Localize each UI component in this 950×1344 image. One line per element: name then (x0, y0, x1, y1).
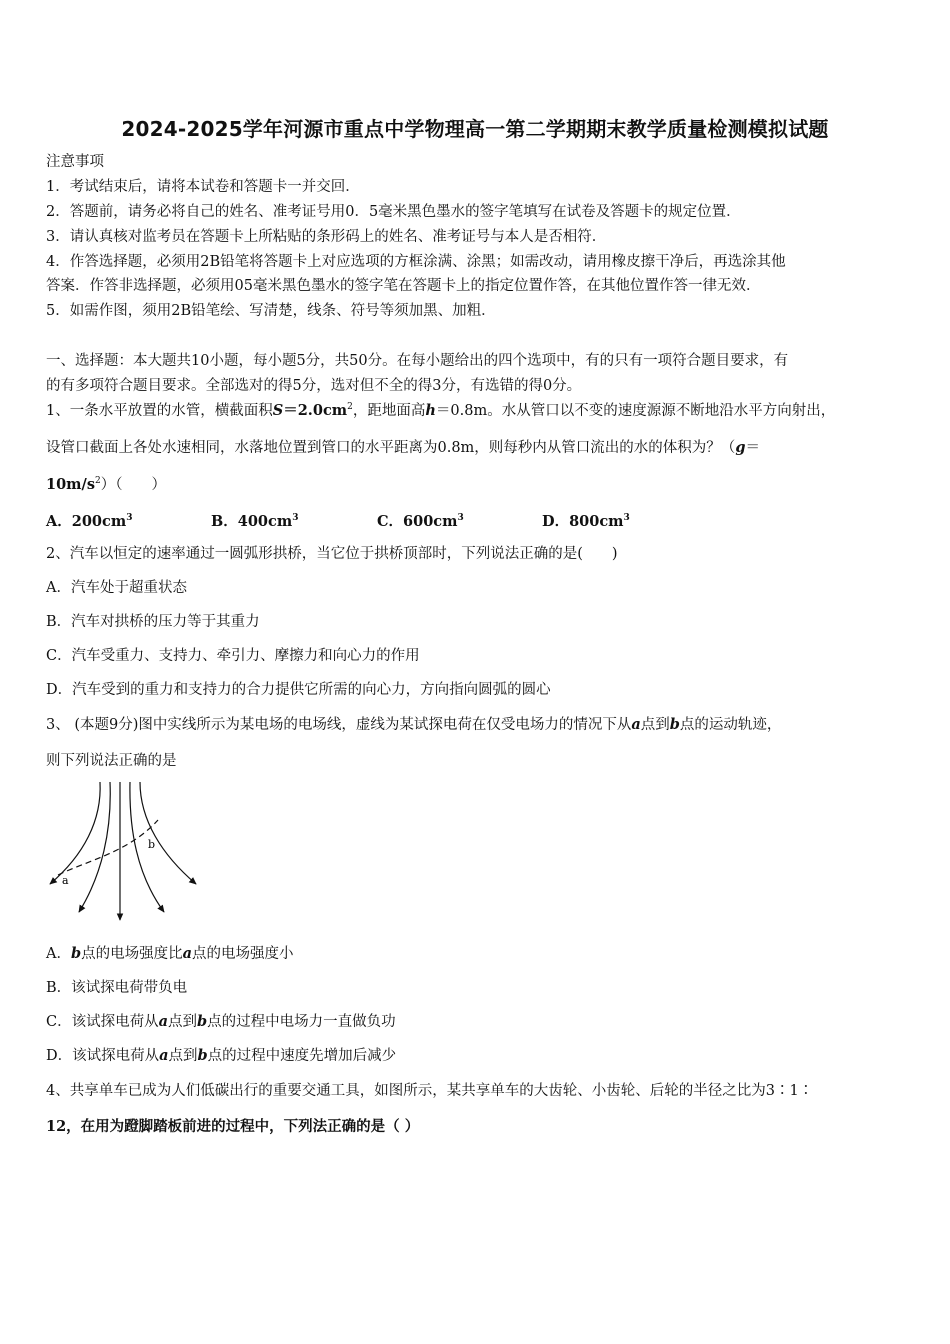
page-title: 2024-2025学年河源市重点中学物理高一第二学期期末教学质量检测模拟试题 (121, 117, 829, 141)
field-line (79, 782, 110, 912)
q1-option-b[interactable]: B．$400cm^3$ (211, 513, 299, 530)
q1-stem (46, 401, 835, 421)
notice-item: 答案．作答非选择题，必须用05毫米黑色墨水的签字笔在答题卡上的指定位置作答，在其他位置作答一律无效． (46, 278, 761, 294)
q1-text: ）（ ） (100, 477, 166, 493)
field-line (140, 782, 196, 884)
notice-heading: 注意事项 (46, 154, 104, 170)
q1-stem-line2 (46, 438, 760, 458)
q3-option-c[interactable]: C．该试探电荷从a点到b点的过程中电场力一直做负功 (46, 1013, 396, 1030)
notice-item: 5．如需作图，须用2B铅笔绘、写清楚，线条、符号等须加黑、加粗． (46, 303, 496, 319)
q2-option-c[interactable]: C．汽车受重力、支持力、牵引力、摩擦力和向心力的作用 (46, 648, 420, 664)
q3-stem: 3、 (本题9分)图中实线所示为某电场的电场线，虚线为某试探电荷在仅受电场力的情况下从a点到b点的运动轨迹， (46, 716, 782, 733)
field-line (130, 782, 164, 912)
field-line (50, 782, 100, 884)
electric-field-figure (44, 780, 204, 925)
q1-sup: 2 (94, 476, 101, 486)
q1-text: ＝2.0cm (283, 402, 348, 419)
q1-text: ＝0.8m。水从管口以不变的速度源源不断地沿水平方向射出， (435, 403, 836, 419)
notice-item: 1．考试结束后，请将本试卷和答题卡一并交回． (46, 179, 360, 195)
q1-option-d[interactable]: D．$800cm^3$ (542, 513, 630, 530)
notice-item: 2．答题前，请务必将自己的姓名、准考证号用0．5毫米黑色墨水的签字笔填写在试卷及答题卡的规定位置． (46, 204, 741, 220)
q1-text: 10m/s (46, 476, 95, 493)
q4-stem: 4、共享单车已成为人们低碳出行的重要交通工具，如图所示，某共享单车的大齿轮、小齿轮、后轮的半径之比为3∶1∶ (46, 1083, 814, 1099)
section-instructions: 的有多项符合题目要求。全部选对的得5分，选对但不全的得3分，有选错的得0分。 (46, 378, 582, 394)
q2-option-d[interactable]: D．汽车受到的重力和支持力的合力提供它所需的向心力，方向指向圆弧的圆心 (46, 682, 551, 698)
q1-var-s: S (272, 402, 284, 419)
q1-stem-line3 (46, 475, 166, 495)
q1-text: ，距地面高 (352, 403, 426, 419)
q4-stem-line2: 12，在用为蹬脚踏板前进的过程中，下列法正确的是（ ） (46, 1118, 420, 1135)
q1-text: 1、一条水平放置的水管，横截面积 (46, 403, 273, 419)
notice-item: 3．请认真核对监考员在答题卡上所粘贴的条形码上的姓名、准考证号与本人是否相符． (46, 229, 607, 245)
q1-text: ＝ (745, 440, 760, 456)
notice-item: 4．作答选择题，必须用2B铅笔将答题卡上对应选项的方框涂满、涂黑；如需改动，请用橡皮擦干净后，再选涂其他 (46, 254, 786, 270)
label-b: b (148, 838, 156, 851)
q2-stem: 2、汽车以恒定的速率通过一圆弧形拱桥，当它位于拱桥顶部时，下列说法正确的是( ) (46, 546, 618, 562)
section-instructions: 一、选择题：本大题共10小题，每小题5分，共50分。在每小题给出的四个选项中，有的只有一项符合题目要求，有 (46, 353, 789, 369)
q3-stem-line2: 则下列说法正确的是 (46, 753, 177, 769)
q1-option-c[interactable]: C．$600cm^3$ (377, 513, 464, 530)
q1-option-a[interactable]: A．$200cm^3$ (46, 513, 133, 530)
q1-var-h: h (425, 402, 436, 419)
q3-option-b[interactable]: B．该试探电荷带负电 (46, 980, 188, 996)
q2-option-b[interactable]: B．汽车对拱桥的压力等于其重力 (46, 614, 260, 630)
q1-sup: 2 (347, 402, 353, 412)
q2-option-a[interactable]: A．汽车处于超重状态 (46, 580, 187, 596)
q3-option-d[interactable]: D．该试探电荷从a点到b点的过程中速度先增加后减少 (46, 1047, 397, 1064)
q1-text: 设管口截面上各处水速相同，水落地位置到管口的水平距离为0.8m，则每秒内从管口流出的水的体积为？（ (46, 440, 736, 456)
q3-option-a[interactable]: A．b点的电场强度比a点的电场强度小 (46, 945, 294, 962)
label-a: a (62, 874, 69, 887)
q1-var-g: g (735, 439, 746, 456)
